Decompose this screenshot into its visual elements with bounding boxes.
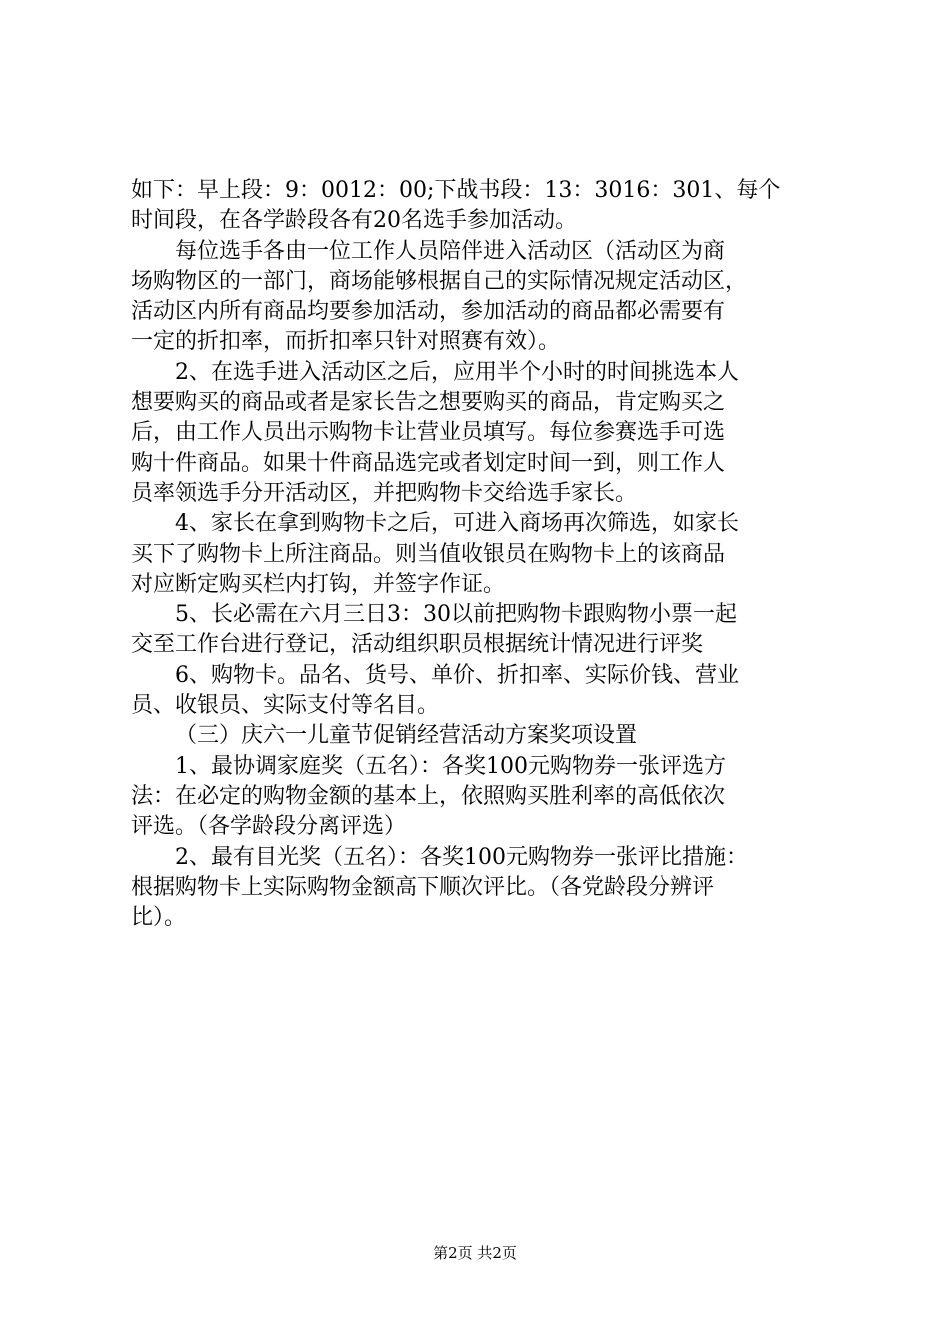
text-line: 员率领选手分开活动区，并把购物卡交给选手家长。 <box>131 480 638 506</box>
text-line: 比）。 <box>131 905 187 931</box>
text-line: 评选。（各学龄段分离评选） <box>131 814 407 840</box>
text-line: 交至工作台进行登记，活动组织职员根据统计情况进行评奖 <box>131 632 704 658</box>
section-heading: （三）庆六一儿童节促销经营活动方案奖项设置 <box>175 723 638 749</box>
text-line: 时间段，在各学龄段各有20名选手参加活动。 <box>131 208 577 234</box>
text-line: 每位选手各由一位工作人员陪伴进入活动区（活动区为商 <box>175 238 726 264</box>
text-line: 4、家长在拿到购物卡之后，可进入商场再次筛选，如家长 <box>175 511 739 537</box>
page-number-footer: 第2页 共2页 <box>433 1244 517 1262</box>
text-line: 活动区内所有商品均要参加活动，参加活动的商品都必需要有 <box>131 299 726 325</box>
text-line: 法：在必定的购物金额的基本上，依照购买胜利率的高低依次 <box>131 783 726 809</box>
text-line: 员、收银员、实际支付等名目。 <box>131 693 440 719</box>
text-line: 5、长必需在六月三日3：30以前把购物卡跟购物小票一起 <box>175 602 737 628</box>
text-line: 想要购买的商品或者是家长告之想要购买的商品，肯定购买之 <box>131 390 726 416</box>
document-body <box>131 176 831 933</box>
text-line: 2、最有目光奖（五名）：各奖100元购物券一张评比措施： <box>175 844 748 870</box>
text-line: 购十件商品。如果十件商品选完或者划定时间一到，则工作人 <box>131 450 726 476</box>
text-line: 对应断定购买栏内打钩，并签字作证。 <box>131 571 506 597</box>
text-line: 一定的折扣率，而折扣率只针对照赛有效）。 <box>131 329 561 355</box>
text-line: 买下了购物卡上所注商品。则当值收银员在购物卡上的该商品 <box>131 541 726 567</box>
text-line: 根据购物卡上实际购物金额高下顺次评比。（各党龄段分辨评 <box>131 874 715 900</box>
text-line: 场购物区的一部门，商场能够根据自己的实际情况规定活动区， <box>131 268 748 294</box>
text-line: 2、在选手进入活动区之后，应用半个小时的时间挑选本人 <box>175 359 739 385</box>
text-line: 6、购物卡。品名、货号、单价、折扣率、实际价钱、营业 <box>175 662 739 688</box>
text-line: 后，由工作人员出示购物卡让营业员填写。每位参赛选手可选 <box>131 420 726 446</box>
text-line: 如下：早上段：9：0012：00;下战书段：13：3016：301、每个 <box>131 178 781 203</box>
text-line: 1、最协调家庭奖（五名）：各奖100元购物券一张评选方 <box>175 753 726 779</box>
